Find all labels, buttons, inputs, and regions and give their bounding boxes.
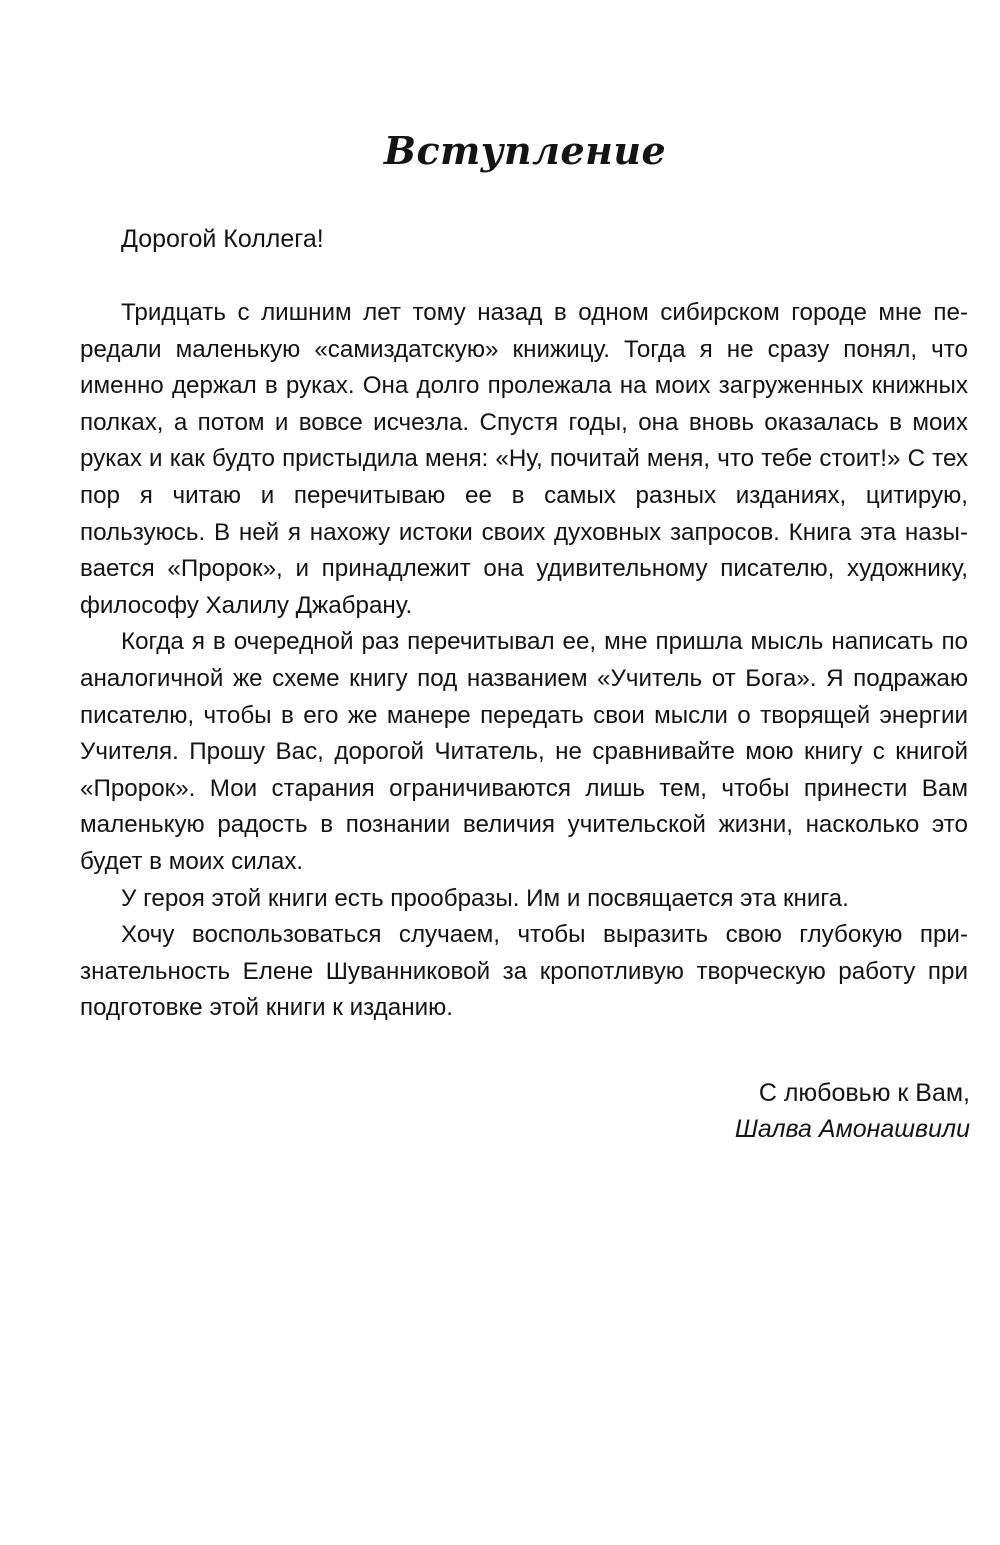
signoff bbox=[735, 1075, 970, 1147]
page-title: Вступление bbox=[383, 128, 667, 173]
paragraph: Когда я в очередной раз перечитывал ее, мне пришла мысль написать по аналогичной же схеме книгу под названием «Учитель от Бога». Я подражаю писателю, чтобы в его же манере передать свои мысли о творящей энергии Учителя. Прошу Вас, дорогой Читатель, не сравнивайте мою книгу с книгой «Пророк». Мои старания ограничиваются лишь тем, чтобы принести Вам маленькую радость в познании величия учительской жизни, насколько это будет в моих силах. bbox=[80, 628, 968, 875]
signoff-author: Шалва Амонашвили bbox=[734, 1115, 970, 1143]
salutation: Дорогой Коллега! bbox=[121, 225, 324, 253]
paragraph: У героя этой книги есть прообразы. Им и посвящается эта книга. bbox=[121, 884, 849, 912]
paragraph: Тридцать с лишним лет тому назад в одном сибирском городе мне передали маленькую «самиздатскую» книжицу. Тогда я не сразу понял, что именно держал в руках. Она долго пролежала на моих загруженных книжных полках, а потом и вовсе исчезла. Спустя годы, она вновь оказалась в моих руках и как будто пристыдила меня: «Ну, почитай меня, что тебе стоит!» С тех пор я читаю и перечитываю ее в самых разных изданиях, цитирую, пользуюсь. В ней я нахожу истоки своих духовных запросов. Книга эта называется «Пророк», и принадлежит она удивительному писателю, художнику, философу Халилу Джабрану. bbox=[80, 299, 968, 619]
signoff-closing: С любовью к Вам, bbox=[758, 1079, 970, 1107]
body-text bbox=[80, 295, 968, 1027]
paragraph: Хочу воспользоваться случаем, чтобы выразить свою глубокую признательность Елене Шуванниковой за кропотливую творческую работу при подготовке этой книги к изданию. bbox=[80, 921, 968, 1022]
